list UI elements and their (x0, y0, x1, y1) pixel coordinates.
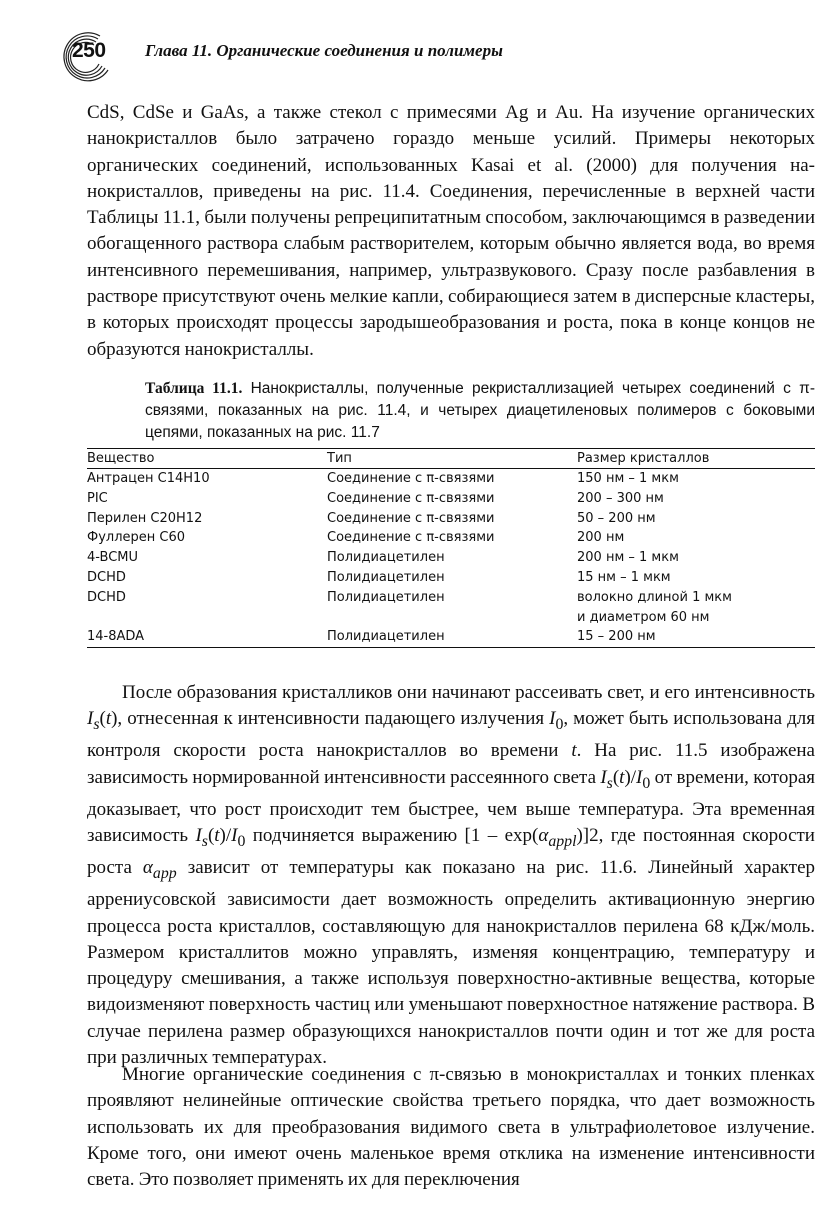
math-var: t (214, 825, 220, 847)
table-row (87, 509, 815, 529)
math-var: I (600, 766, 607, 788)
math-sub: 0 (642, 774, 651, 792)
table-caption-label: Таблица 11.1. (145, 380, 243, 397)
cell-size: 200 – 300 нм (577, 490, 664, 506)
cell-size: 150 нм – 1 мкм (577, 471, 679, 486)
math-sub: 0 (237, 832, 246, 850)
table-caption-text: Нанокристаллы, полученные рекристаллизацией четырех соединений с π-связями, показанных на рис. 11.4, и четырех диацетиленовых полимеров с боковыми цепями, показанных на рис. 11.7 (145, 380, 815, 441)
table-row (87, 627, 815, 647)
table-header-row (87, 449, 815, 469)
table-row (87, 588, 815, 608)
cell-type (327, 608, 577, 628)
paragraph-2: После образования кристалликов они начинают рассеивать свет, и его интенсивность $I_s(t)$, отнесенная к интенсивности падающего излучения $I_0$, может быть использована для контроля скорости роста нанокристаллов во времени t. На рис. 11.5 изображена зависимость нормированной интенсивности рассеянного света $I_s(t)/I_0$ от времени, которая доказывает, что рост происходит тем быстрее, чем выше температура. Эта временная зависимость $I_s(t)/I_0$ подчиняется выражению $[1 - \exp(\alpha_{appl})]2$, где постоянная скорости роста $\alpha_{app}$ зависит от температуры как показано на рис. 11.6. Линейный характер аррениусовской зависимости дает возможность определить активационную энергию процесса роста кристаллов, составляющую для нанокристаллов перилена 68 кДж/моль. Размером кристаллитов можно управлять, изменяя концентрацию, температуру и процедуру смешивания, а также используя поверхностно-активные вещества, которые видоизменяют поверхность частиц или уменьшают поверхностное натяжение раствора. В случае перилена размер образующихся нанокристаллов почти один и тот же для роста при различных температурах. (87, 682, 816, 1069)
cell-substance: DCHD (87, 589, 126, 605)
table-row (87, 469, 815, 489)
cell-type: Полидиацетилен (327, 589, 445, 605)
math-var: t (105, 708, 112, 730)
text-run: После образования кристалликов они начинают рассеивать свет, и его интенсивность (122, 682, 815, 703)
math-var: α (142, 857, 153, 879)
math-sub: appl (548, 832, 577, 850)
page-number: 250 (72, 39, 106, 62)
math-sub: s (606, 774, 613, 792)
cell-size: и диаметром 60 нм (577, 609, 710, 625)
cell-type: Соединение с π-связями (327, 530, 495, 546)
page-header (60, 30, 800, 80)
text-run: , может быть использована для контроля скорости роста нанокристаллов во времени (87, 708, 815, 762)
cell-substance: 14-8ADA (87, 627, 327, 647)
cell-type: Соединение с π-связями (327, 471, 495, 486)
cell-type: Полидиацетилен (327, 627, 577, 647)
cell-substance (87, 608, 327, 628)
math-var: I (231, 825, 238, 847)
cell-substance: DCHD (87, 569, 126, 585)
cell-size: волокно длиной 1 мкм (577, 589, 732, 605)
math-sub: s (201, 832, 208, 850)
table-row (87, 568, 815, 588)
text-run: ( (99, 708, 106, 730)
math-var: I (636, 766, 643, 788)
cell-substance: Фуллерен C60 (87, 530, 186, 546)
math-var: I (549, 708, 556, 730)
cell-size: 200 нм – 1 мкм (577, 550, 679, 566)
cell-type: Соединение с π-связями (327, 510, 495, 526)
math-var: t (619, 766, 625, 788)
cell-type: Полидиацетилен (327, 550, 445, 566)
paragraph-1: CdS, CdSe и GaAs, а также стекол с примесями Ag и Au. На изучение органических нанокристаллов было затрачено гораздо меньше усилий. Примеры некоторых органических соединений, использованных Kasai et al. (2000) для получения нанокристаллов, приведены на рис. 11.4. Соединения, перечисленные в верхней части Таблицы 11.1, были получены репреципитатным способом, заключающимся в разведении обогащенного раствора слабым растворителем, которым обычно является вода, во время интенсивного перемешивания, например, ультразвукового. Сразу после разбавления в растворе присутствуют очень мелкие капли, собирающиеся затем в дисперсные кластеры, в которых происходят процессы зародышеобразования и роста, пока в конце концов не образуются нанокристаллы. (87, 102, 815, 360)
cell-type: Соединение с π-связями (327, 490, 495, 506)
cell-size: 15 нм – 1 мкм (577, 569, 671, 585)
cell-type: Полидиацетилен (327, 569, 445, 585)
cell-substance: Перилен C20H12 (87, 510, 203, 526)
table-row (87, 608, 815, 628)
cell-substance: PIC (87, 490, 108, 506)
math-sub: app (152, 864, 177, 882)
table-row (87, 528, 815, 548)
math-sub: 0 (555, 716, 564, 734)
text-run: . На рис. 11.5 изображена зависимость нормированной интенсивности рассеянного света (87, 740, 815, 788)
col-header-substance: Вещество (87, 449, 327, 469)
cell-substance: Антрацен C14H10 (87, 471, 210, 486)
text-run: )]2, где постоянная скорости роста (87, 825, 815, 879)
cell-substance: 4-BCMU (87, 550, 138, 566)
cell-size: 200 нм (577, 530, 625, 546)
table-row (87, 489, 815, 509)
running-head: Глава 11. Органические соединения и полимеры (145, 41, 503, 60)
math-sub: s (93, 716, 100, 734)
paragraph-3: Многие органические соединения с π-связью в монокристаллах и тонких пленках проявляют нелинейные оптические свойства третьего порядка, что дает возможность использовать их для преобразования видимого света в ультрафиолетовое излучение. Кроме того, они имеют очень маленькое время отклика на изменение интенсивности света. Это позволяет применять их для переключения (87, 1064, 815, 1191)
text-run: от времени, которая доказывает, что рост происходит тем быстрее, чем выше температура. Эта временная зависимость (87, 766, 815, 847)
crystal-table (87, 448, 815, 648)
text-run: ( (207, 825, 215, 847)
math-var: I (195, 825, 202, 847)
cell-size: 15 – 200 нм (577, 627, 815, 647)
math-var: t (571, 740, 577, 762)
text-run: подчиняется выражению [1 – exp( (245, 825, 539, 847)
col-header-size: Размер кристаллов (577, 449, 815, 469)
text-run: зависит от температуры как показано на рис. 11.6. Линейный характер аррениусовской зависимости дает возможность определить активационную энергию процесса роста кристаллов, составляющую для нанокристаллов перилена 68 кДж/моль. Размером кристаллитов можно управлять, изменяя концентрацию, температуру и процедуру смешивания, а также используя поверхностно-активные вещества, которые видоизменяют поверхность частиц или уменьшают поверхностное натяжение раствора. В случае перилена размер образующихся нанокристаллов почти один и тот же для роста при различных температурах. (87, 857, 816, 1069)
table-row (87, 548, 815, 568)
table-caption (145, 378, 815, 444)
cell-size: 50 – 200 нм (577, 510, 656, 526)
col-header-type: Тип (327, 449, 577, 469)
math-var: α (538, 825, 549, 847)
math-var: I (87, 708, 94, 730)
text-run: ), отнесенная к интенсивности падающего излучения (111, 708, 550, 730)
text-run: ( (612, 766, 620, 788)
